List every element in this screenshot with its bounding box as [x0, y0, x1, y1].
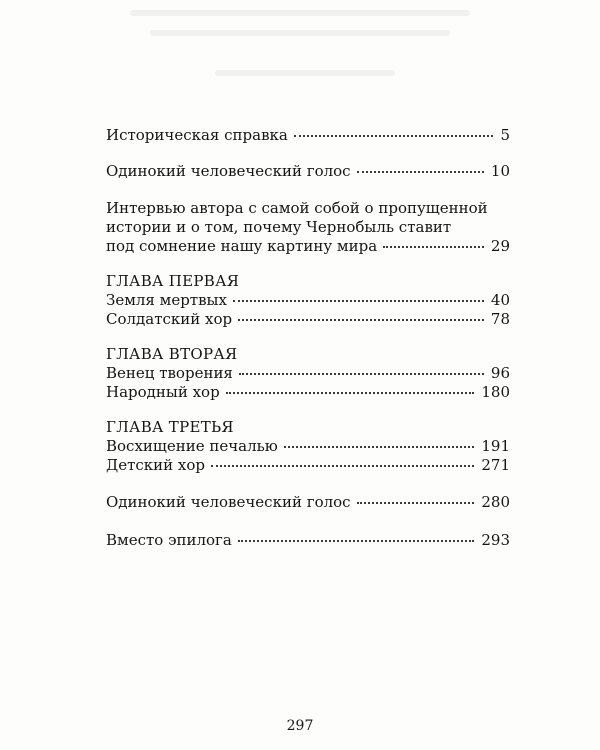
dot-leader	[238, 540, 475, 542]
dot-leader	[284, 446, 474, 448]
toc-entry-page: 271	[481, 456, 510, 474]
toc-entry-epilogue	[106, 531, 510, 550]
toc-entry-page: 29	[490, 237, 510, 255]
toc-entry-page: 280	[481, 493, 510, 511]
dot-leader	[238, 319, 484, 321]
toc-entry-crown-of-creation	[106, 364, 510, 383]
toc-entry-label: Одинокий человеческий голос	[106, 493, 351, 511]
toc-entry-historical-note	[106, 126, 510, 145]
toc-entry-label: Одинокий человеческий голос	[106, 162, 351, 180]
toc-entry-label: Восхищение печалью	[106, 437, 278, 455]
toc-entry-label: Народный хор	[106, 383, 220, 401]
toc-entry-admiration-of-sadness	[106, 437, 510, 456]
bleed-through-mark	[150, 30, 450, 36]
toc-entry-page: 96	[490, 364, 510, 382]
toc-entry-lonely-voice-2	[106, 493, 510, 512]
dot-leader	[294, 135, 494, 137]
toc-entry-label: Детский хор	[106, 456, 206, 474]
toc-entry-page: 191	[481, 437, 510, 455]
toc-entry-interview	[106, 237, 510, 256]
dot-leader	[233, 300, 484, 302]
dot-leader	[357, 171, 484, 173]
dot-leader	[211, 465, 474, 467]
dot-leader	[383, 246, 484, 248]
toc-entry-label: Историческая справка	[106, 126, 288, 144]
dot-leader	[357, 502, 475, 504]
toc-entry-page: 180	[481, 383, 510, 401]
chapter-heading-3: ГЛАВА ТРЕТЬЯ	[106, 418, 234, 436]
toc-entry-label: Солдатский хор	[106, 310, 233, 328]
toc-entry-page: 40	[490, 291, 510, 309]
toc-entry-label: под сомнение нашу картину мира	[106, 237, 378, 255]
toc-entry-land-of-dead	[106, 291, 510, 310]
bleed-through-mark	[215, 70, 395, 76]
toc-entry-page: 5	[500, 126, 510, 144]
chapter-heading-1: ГЛАВА ПЕРВАЯ	[106, 272, 240, 290]
toc-entry-interview-line2: истории и о том, почему Чернобыль ставит	[106, 218, 452, 236]
toc-entry-page: 78	[490, 310, 510, 328]
toc-entry-lonely-voice	[106, 162, 510, 181]
page-number: 297	[286, 718, 314, 734]
bleed-through-mark	[130, 10, 470, 16]
toc-entry-page: 10	[490, 162, 510, 180]
toc-entry-page: 293	[481, 531, 510, 549]
toc-entry-label: Вместо эпилога	[106, 531, 232, 549]
dot-leader	[226, 392, 475, 394]
toc-entry-childrens-chorus	[106, 456, 510, 475]
toc-entry-label: Земля мертвых	[106, 291, 227, 309]
chapter-heading-2: ГЛАВА ВТОРАЯ	[106, 345, 238, 363]
toc-entry-interview-line1: Интервью автора с самой собой о пропущенной	[106, 199, 488, 217]
toc-entry-peoples-chorus	[106, 383, 510, 402]
toc-entry-label: Венец творения	[106, 364, 233, 382]
dot-leader	[239, 373, 484, 375]
toc-entry-soldiers-chorus	[106, 310, 510, 329]
